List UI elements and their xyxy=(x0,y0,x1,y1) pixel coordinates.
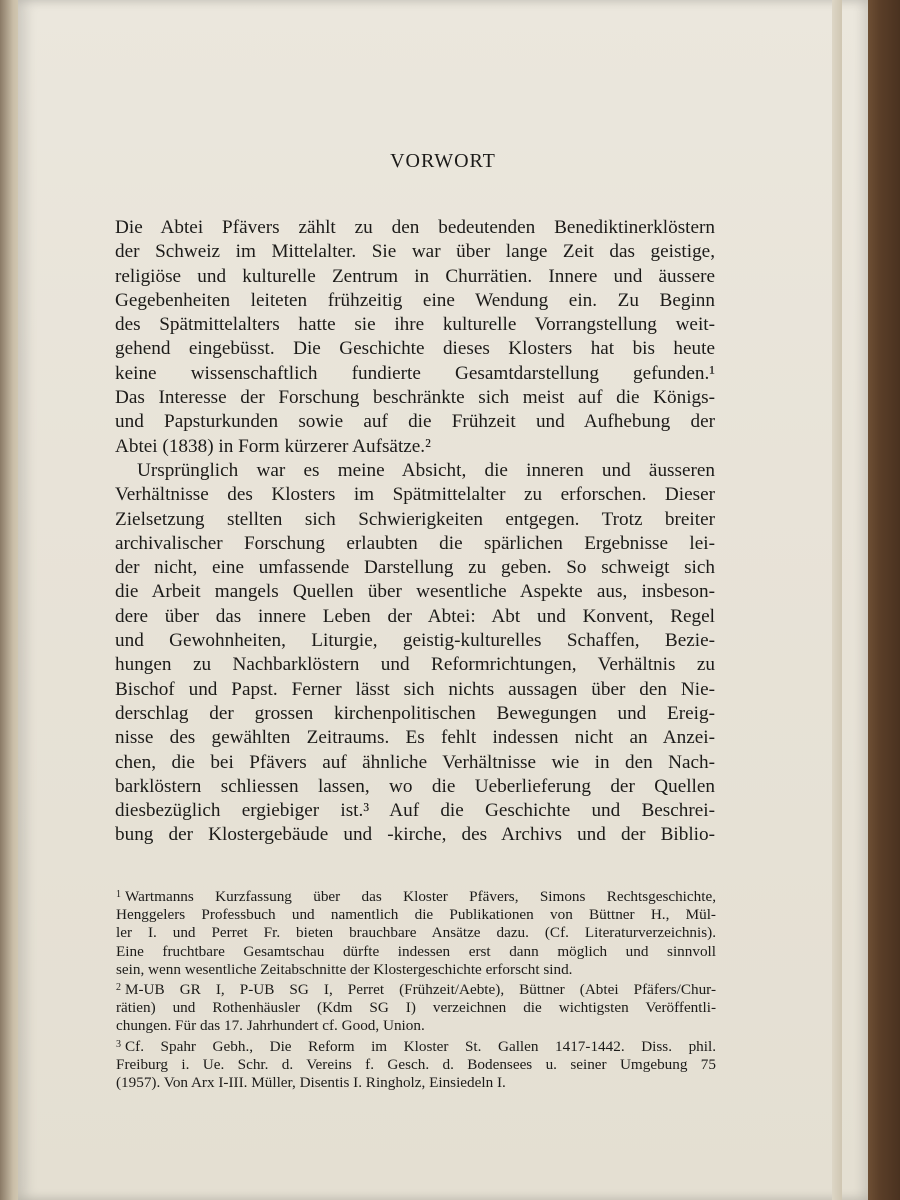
footnote-1 xyxy=(116,886,716,979)
text-line: religiöse und kulturelle Zentrum in Churrätien. Innere und äussere xyxy=(115,265,715,287)
text-line: und Papsturkunden sowie auf die Frühzeit und Aufhebung der xyxy=(115,411,715,433)
text-line: barklöstern schliessen lassen, wo die Ueberlieferung der Quellen xyxy=(115,775,715,797)
text-line: dere über das innere Leben der Abtei: Abt und Konvent, Regel xyxy=(115,605,715,627)
text-line: die Arbeit mangels Quellen über wesentliche Aspekte aus, insbeson- xyxy=(115,581,715,603)
paragraph-2 xyxy=(115,459,715,848)
footnote-text: Wartmanns Kurzfassung über das Kloster Pfävers, Simons Rechtsgeschichte, xyxy=(125,888,716,905)
text-line: hungen zu Nachbarklöstern und Reformrichtungen, Verhältnis zu xyxy=(115,654,715,676)
text-line: der nicht, eine umfassende Darstellung zu geben. So schweigt sich xyxy=(115,557,715,579)
footnote-line: rätien) und Rothenhäusler (Kdm SG I) verzeichnen die wichtigsten Veröffentli- xyxy=(116,999,716,1017)
text-line: Gegebenheiten leiteten frühzeitig eine Wendung ein. Zu Beginn xyxy=(115,289,715,311)
page-title: VORWORT xyxy=(390,150,496,172)
text-line: diesbezüglich ergiebiger ist.³ Auf die Geschichte und Beschrei- xyxy=(115,800,715,822)
footnote-text: M-UB GR I, P-UB SG I, Perret (Frühzeit/Aebte), Büttner (Abtei Pfäfers/Chur- xyxy=(125,981,716,999)
text-line: archivalischer Forschung erlaubten die spärlichen Ergebnisse lei- xyxy=(115,532,715,554)
footnote-number: 1 xyxy=(116,889,121,900)
page-stack-edge xyxy=(832,0,842,1200)
footnote-2 xyxy=(116,979,716,1036)
footnote-line: chungen. Für das 17. Jahrhundert cf. Good, Union. xyxy=(116,1017,425,1035)
text-line: bung der Klostergebäude und -kirche, des Archivs und der Biblio- xyxy=(115,824,715,846)
text-line: Die Abtei Pfävers zählt zu den bedeutenden Benediktinerklöstern xyxy=(115,217,715,238)
footnote-line: Eine fruchtbare Gesamtschau dürfte indessen erst dann möglich und sinnvoll xyxy=(116,942,716,960)
footnote-text: Cf. Spahr Gebh., Die Reform im Kloster St. Gallen 1417-1442. Diss. phil. xyxy=(125,1037,716,1055)
text-line: der Schweiz im Mittelalter. Sie war über lange Zeit das geistige, xyxy=(115,241,715,263)
footnote-line: ler I. und Perret Fr. bieten brauchbare Ansätze dazu. (Cf. Literaturverzeichnis). xyxy=(116,924,716,942)
footnote-line xyxy=(116,886,716,906)
text-line: Ursprünglich war es meine Absicht, die inneren und äusseren xyxy=(137,459,715,481)
text-line: derschlag der grossen kirchenpolitischen Bewegungen und Ereig- xyxy=(115,702,715,724)
footnote-number: 3 xyxy=(116,1038,121,1050)
text-line: Abtei (1838) in Form kürzerer Aufsätze.² xyxy=(115,435,431,457)
body-text xyxy=(115,216,715,848)
book-page xyxy=(18,0,868,1200)
footnote-line: Henggelers Professbuch und namentlich die Publikationen von Büttner H., Mül- xyxy=(116,906,716,924)
text-line: chen, die bei Pfävers auf ähnliche Verhältnisse wie in den Nach- xyxy=(115,751,715,773)
footnote-line xyxy=(116,1036,716,1056)
footnote-line: (1957). Von Arx I-III. Müller, Disentis I. Ringholz, Einsiedeln I. xyxy=(116,1074,506,1092)
footnote-line: Freiburg i. Ue. Schr. d. Vereins f. Gesch. d. Bodensees u. seiner Umgebung 75 xyxy=(116,1055,716,1073)
text-line: Das Interesse der Forschung beschränkte sich meist auf die Königs- xyxy=(115,387,715,409)
footnote-line: sein, wenn wesentliche Zeitabschnitte der Klostergeschichte erforscht sind. xyxy=(116,960,573,978)
paragraph-1 xyxy=(115,216,715,459)
text-line: nisse des gewählten Zeitraums. Es fehlt indessen nicht an Anzei- xyxy=(115,727,715,749)
footnote-line xyxy=(116,979,716,999)
text-line: gehend eingebüsst. Die Geschichte dieses Klosters hat bis heute xyxy=(115,338,715,360)
footnotes xyxy=(116,886,716,1092)
text-line: und Gewohnheiten, Liturgie, geistig-kulturelles Schaffen, Bezie- xyxy=(115,630,715,652)
text-line: Bischof und Papst. Ferner lässt sich nichts aussagen über den Nie- xyxy=(115,678,715,700)
text-line: keine wissenschaftlich fundierte Gesamtdarstellung gefunden.¹ xyxy=(115,362,715,384)
text-line: Zielsetzung stellten sich Schwierigkeiten entgegen. Trotz breiter xyxy=(115,508,715,530)
text-line: des Spätmittelalters hatte sie ihre kulturelle Vorrangstellung weit- xyxy=(115,314,715,336)
footnote-3 xyxy=(116,1036,716,1093)
text-line: Verhältnisse des Klosters im Spätmittelalter zu erforschen. Dieser xyxy=(115,484,715,506)
footnote-number: 2 xyxy=(116,982,121,994)
